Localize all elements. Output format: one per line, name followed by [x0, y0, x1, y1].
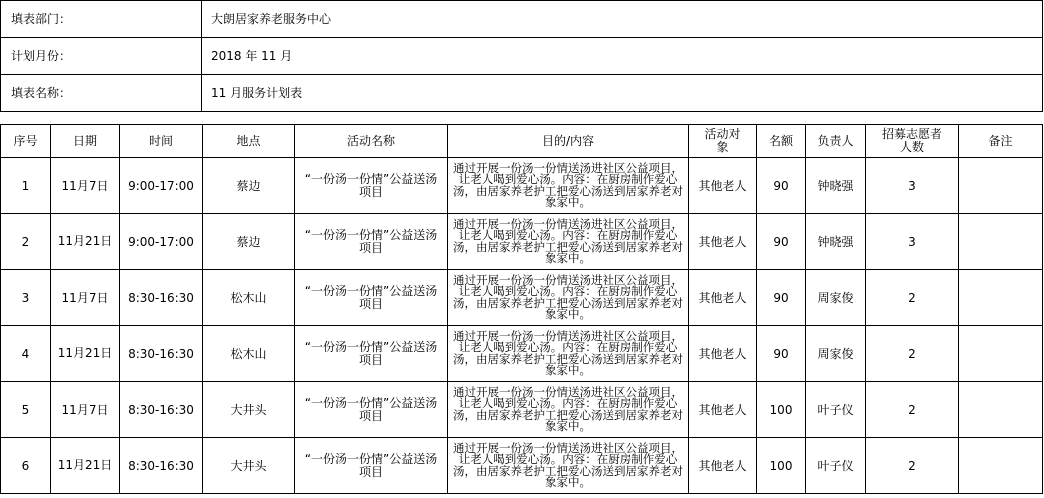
header-quota: 名额 [757, 125, 806, 158]
header-remark: 备注 [959, 125, 1043, 158]
service-plan-table [0, 124, 1043, 494]
cell-owner: 叶子仪 [806, 382, 866, 438]
header-owner: 负责人 [806, 125, 866, 158]
cell-target: 其他老人 [689, 270, 757, 326]
cell-remark [959, 158, 1043, 214]
cell-volunteers: 2 [866, 382, 959, 438]
cell-quota: 100 [757, 382, 806, 438]
cell-purpose: 通过开展一份汤一份情送汤进社区公益项目，让老人喝到爱心汤。内容：在厨房制作爱心汤，由居家养老护工把爱心汤送到居家养老对象家中。 [448, 158, 689, 214]
cell-place: 大井头 [203, 382, 295, 438]
cell-time: 8:30-16:30 [120, 438, 203, 494]
cell-purpose: 通过开展一份汤一份情送汤进社区公益项目，让老人喝到爱心汤。内容：在厨房制作爱心汤，由居家养老护工把爱心汤送到居家养老对象家中。 [448, 382, 689, 438]
cell-activity: “一份汤一份情”公益送汤项目 [295, 382, 448, 438]
cell-time: 9:00-17:00 [120, 214, 203, 270]
cell-volunteers: 3 [866, 158, 959, 214]
cell-quota: 90 [757, 214, 806, 270]
cell-place: 大井头 [203, 438, 295, 494]
cell-date: 11月7日 [51, 158, 120, 214]
cell-quota: 90 [757, 158, 806, 214]
cell-seq: 1 [1, 158, 51, 214]
cell-owner: 钟晓强 [806, 214, 866, 270]
cell-remark [959, 270, 1043, 326]
cell-quota: 90 [757, 326, 806, 382]
cell-remark [959, 438, 1043, 494]
cell-date: 11月21日 [51, 438, 120, 494]
department-label: 填表部门： [1, 1, 202, 38]
cell-owner: 钟晓强 [806, 158, 866, 214]
cell-purpose: 通过开展一份汤一份情送汤进社区公益项目，让老人喝到爱心汤。内容：在厨房制作爱心汤，由居家养老护工把爱心汤送到居家养老对象家中。 [448, 326, 689, 382]
cell-place: 松木山 [203, 326, 295, 382]
cell-volunteers: 2 [866, 326, 959, 382]
plan-month-label: 计划月份： [1, 38, 202, 75]
cell-volunteers: 3 [866, 214, 959, 270]
cell-purpose: 通过开展一份汤一份情送汤进社区公益项目，让老人喝到爱心汤。内容：在厨房制作爱心汤，由居家养老护工把爱心汤送到居家养老对象家中。 [448, 438, 689, 494]
cell-time: 8:30-16:30 [120, 382, 203, 438]
info-row-month [1, 38, 1043, 75]
cell-date: 11月21日 [51, 214, 120, 270]
header-volunteers: 招募志愿者人数 [866, 125, 959, 158]
cell-time: 8:30-16:30 [120, 270, 203, 326]
cell-quota: 100 [757, 438, 806, 494]
cell-activity: “一份汤一份情”公益送汤项目 [295, 214, 448, 270]
cell-seq: 3 [1, 270, 51, 326]
header-place: 地点 [203, 125, 295, 158]
header-target: 活动对象 [689, 125, 757, 158]
cell-remark [959, 326, 1043, 382]
table-row [1, 438, 1043, 494]
cell-activity: “一份汤一份情”公益送汤项目 [295, 270, 448, 326]
cell-place: 蔡边 [203, 158, 295, 214]
cell-seq: 4 [1, 326, 51, 382]
cell-target: 其他老人 [689, 158, 757, 214]
cell-owner: 周家俊 [806, 270, 866, 326]
info-table [0, 0, 1043, 112]
table-row [1, 214, 1043, 270]
cell-purpose: 通过开展一份汤一份情送汤进社区公益项目，让老人喝到爱心汤。内容：在厨房制作爱心汤，由居家养老护工把爱心汤送到居家养老对象家中。 [448, 214, 689, 270]
cell-activity: “一份汤一份情”公益送汤项目 [295, 438, 448, 494]
cell-seq: 2 [1, 214, 51, 270]
cell-target: 其他老人 [689, 326, 757, 382]
cell-remark [959, 382, 1043, 438]
header-row [1, 125, 1043, 158]
cell-activity: “一份汤一份情”公益送汤项目 [295, 158, 448, 214]
header-date: 日期 [51, 125, 120, 158]
cell-activity: “一份汤一份情”公益送汤项目 [295, 326, 448, 382]
cell-owner: 叶子仪 [806, 438, 866, 494]
table-row [1, 158, 1043, 214]
cell-quota: 90 [757, 270, 806, 326]
info-row-department [1, 1, 1043, 38]
header-seq: 序号 [1, 125, 51, 158]
cell-place: 松木山 [203, 270, 295, 326]
cell-date: 11月7日 [51, 382, 120, 438]
cell-seq: 5 [1, 382, 51, 438]
info-row-form-name [1, 75, 1043, 112]
cell-seq: 6 [1, 438, 51, 494]
department-value: 大朗居家养老服务中心 [202, 1, 1043, 38]
table-row [1, 382, 1043, 438]
cell-remark [959, 214, 1043, 270]
cell-volunteers: 2 [866, 270, 959, 326]
table-row [1, 270, 1043, 326]
cell-purpose: 通过开展一份汤一份情送汤进社区公益项目，让老人喝到爱心汤。内容：在厨房制作爱心汤，由居家养老护工把爱心汤送到居家养老对象家中。 [448, 270, 689, 326]
cell-target: 其他老人 [689, 214, 757, 270]
cell-target: 其他老人 [689, 382, 757, 438]
form-name-value: 11 月服务计划表 [202, 75, 1043, 112]
plan-month-value: 2018 年 11 月 [202, 38, 1043, 75]
cell-time: 9:00-17:00 [120, 158, 203, 214]
header-activity: 活动名称 [295, 125, 448, 158]
cell-target: 其他老人 [689, 438, 757, 494]
table-row [1, 326, 1043, 382]
cell-time: 8:30-16:30 [120, 326, 203, 382]
header-time: 时间 [120, 125, 203, 158]
cell-date: 11月21日 [51, 326, 120, 382]
cell-owner: 周家俊 [806, 326, 866, 382]
cell-place: 蔡边 [203, 214, 295, 270]
form-name-label: 填表名称： [1, 75, 202, 112]
cell-date: 11月7日 [51, 270, 120, 326]
cell-volunteers: 2 [866, 438, 959, 494]
header-purpose: 目的/内容 [448, 125, 689, 158]
